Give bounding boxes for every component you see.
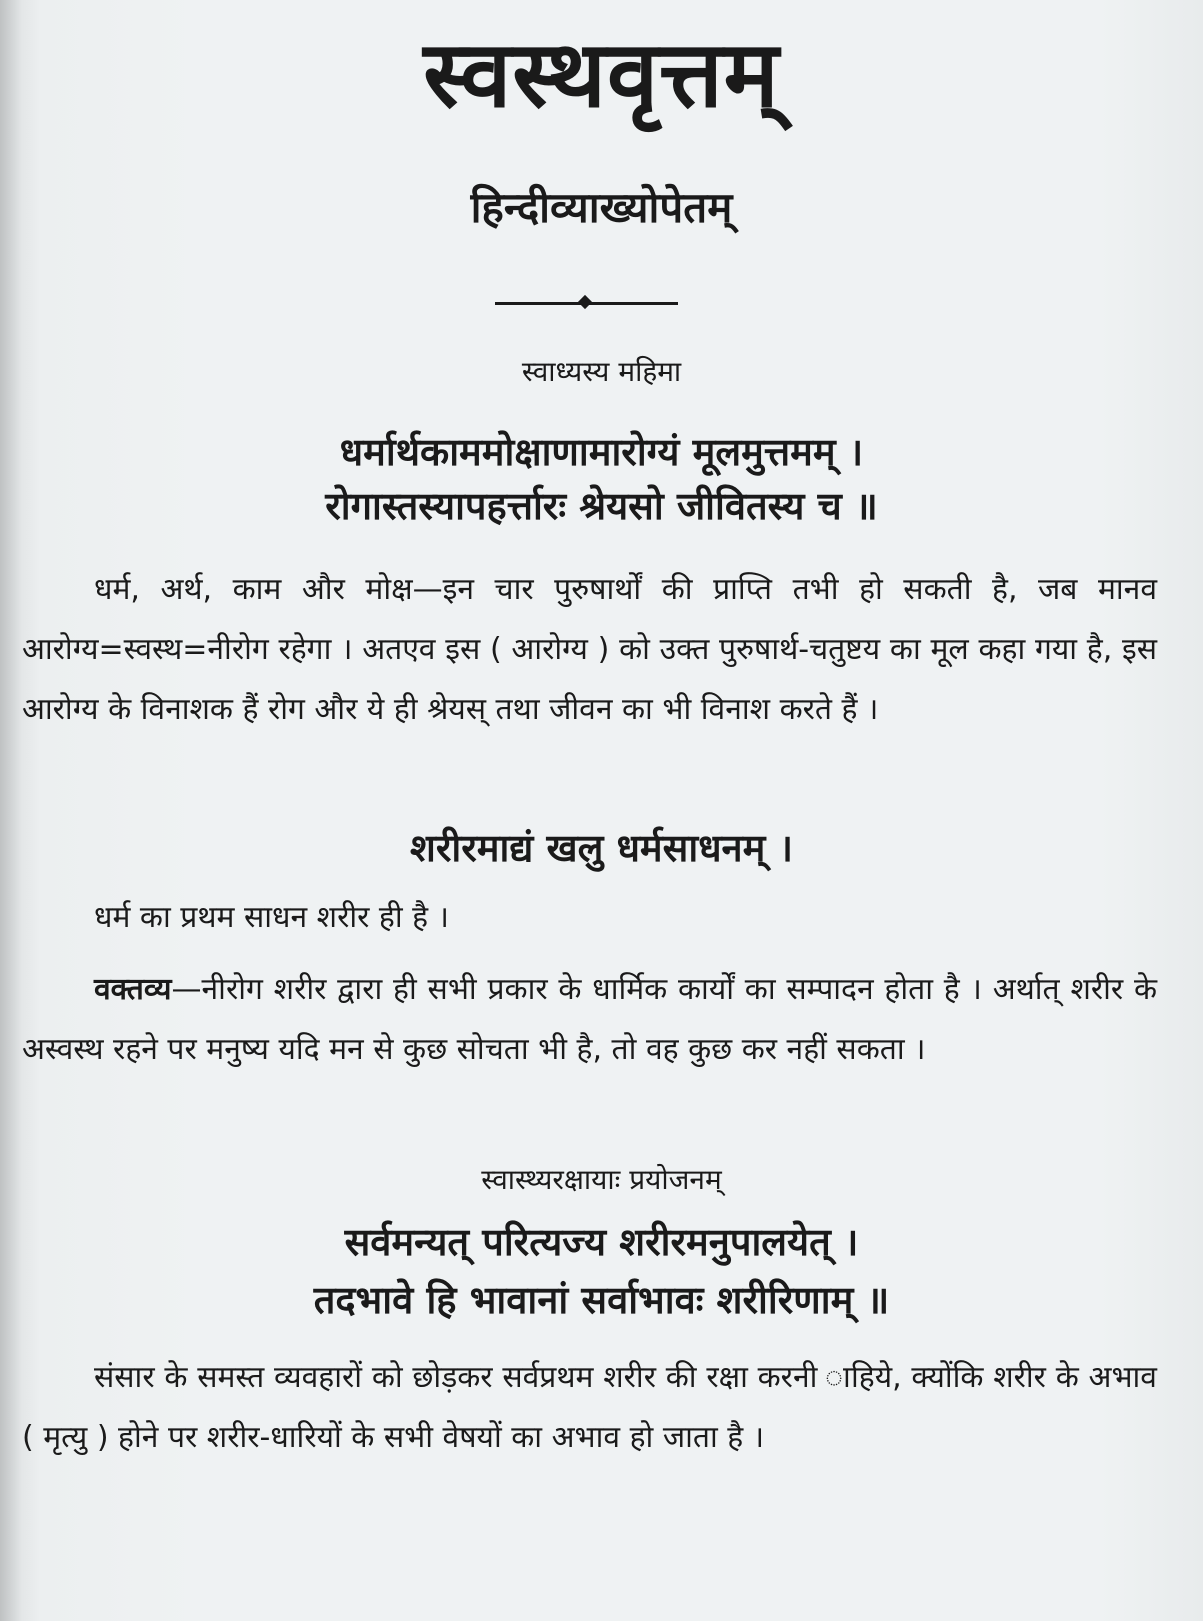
note-text: —नीरोग शरीर द्वारा ही सभी प्रकार के धार्मिक कार्यों का सम्पादन होता है । अर्थात् शरीर के अस्वस्थ रहने पर मनुष्य यदि मन से कुछ सोचता भी है, तो वह कुछ कर नहीं सकता ।	[22, 972, 1157, 1067]
commentary-paragraph-3	[22, 1348, 1157, 1468]
page-subtitle: हिन्दीव्याख्योपेतम्	[470, 183, 733, 232]
note-label: वक्तव्य	[94, 972, 172, 1007]
divider-diamond-icon	[578, 295, 592, 309]
section-heading-prayojana: स्वास्थ्यरक्षायाः प्रयोजनम्	[481, 1163, 722, 1196]
verse-line-4: तदभावे हि भावानां सर्वाभावः शरीरिणाम् ॥	[313, 1278, 890, 1322]
paragraph-text: धर्म, अर्थ, काम और मोक्ष—इन चार पुरुषार्थों की प्राप्ति तभी हो सकती है, जब मानव आरोग्य=स्वस्थ=नीरोग रहेगा । अतएव इस ( आरोग्य ) को उक्त पुरुषार्थ-चतुष्टय का मूल कहा गया है, इस आरोग्य के विनाशक हैं रोग और ये ही श्रेयस् तथा जीवन का भी विनाश करते हैं ।	[22, 572, 1157, 727]
verse-line-3: सर्वमन्यत् परित्यज्य शरीरमनुपालयेत् ।	[344, 1220, 859, 1264]
commentary-paragraph-2	[22, 888, 1157, 948]
verse-line-2: रोगास्तस्यापहर्त्तारः श्रेयसो जीवितस्य च ॥	[325, 484, 878, 528]
section-heading-svadhyaya: स्वाध्यस्य महिमा	[521, 355, 682, 388]
page-edge-shadow	[0, 0, 22, 1621]
verse-sharira: शरीरमाद्यं खलु धर्मसाधनम् ।	[409, 826, 794, 870]
commentary-paragraph-1	[22, 560, 1157, 740]
paragraph-text: संसार के समस्त व्यवहारों को छोड़कर सर्वप्रथम शरीर की रक्षा करनी ाहिये, क्योंकि शरीर के अभाव ( मृत्यु ) होने पर शरीर-धारियों के सभी वेषयों का अभाव हो जाता है ।	[22, 1360, 1157, 1455]
verse-line-1: धर्मार्थकाममोक्षाणामारोग्यं मूलमुत्तमम् ।	[339, 430, 864, 474]
paragraph-text: धर्म का प्रथम साधन शरीर ही है ।	[94, 900, 449, 935]
note-paragraph	[22, 960, 1157, 1080]
page-title: स्वस्थवृत्तम्	[423, 21, 780, 128]
